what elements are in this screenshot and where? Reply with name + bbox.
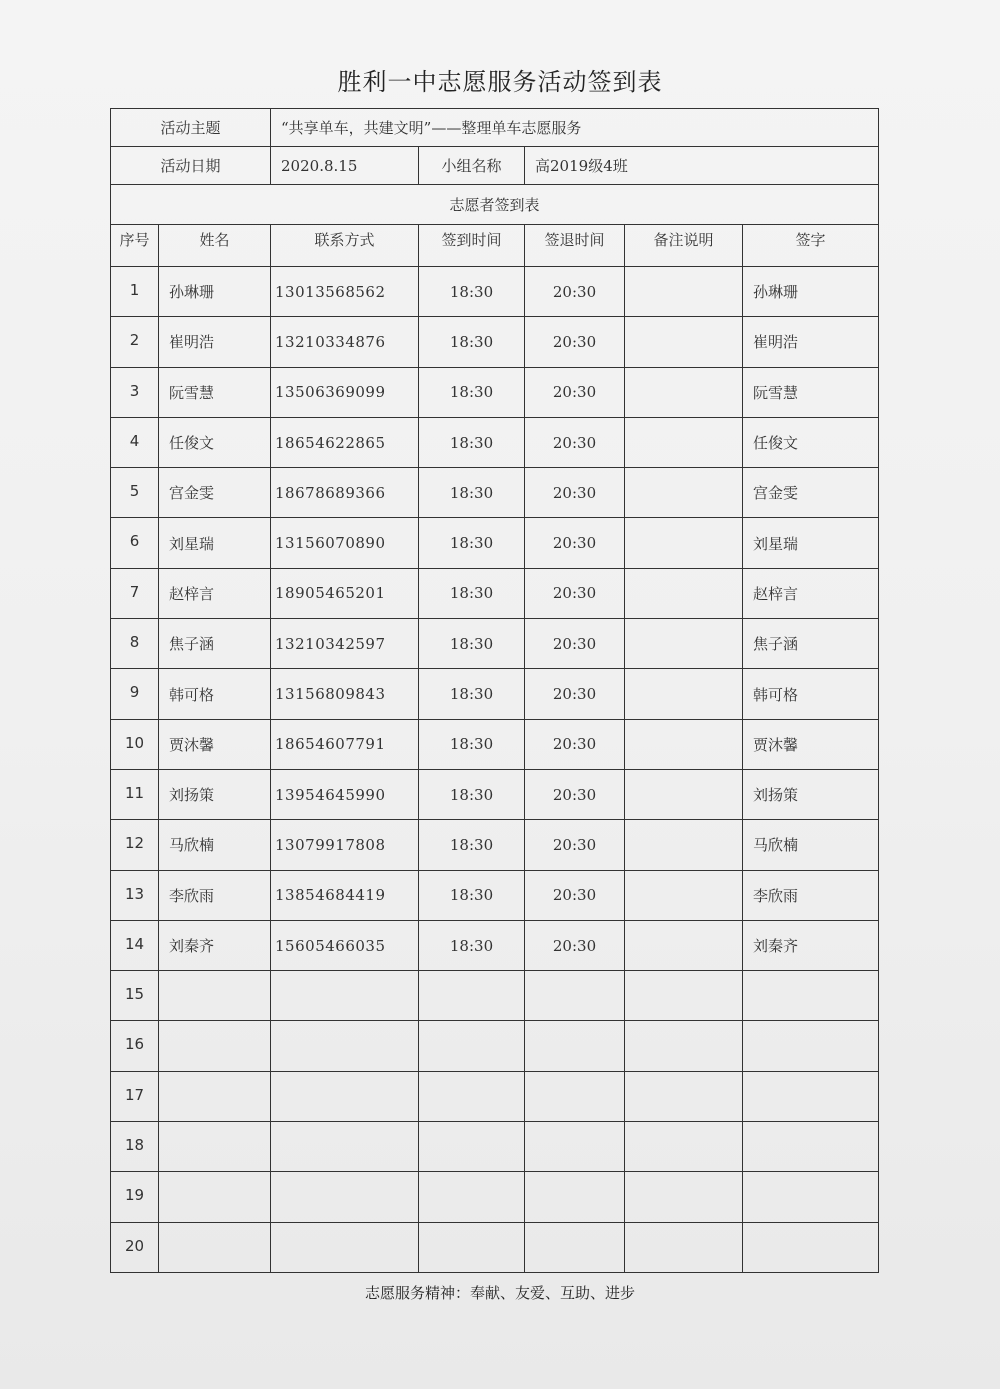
name-cell: 李欣雨 <box>159 870 271 920</box>
checkout-cell <box>525 1172 625 1222</box>
row-number: 15 <box>111 971 159 1021</box>
row-number: 11 <box>111 769 159 819</box>
name-cell: 宫金雯 <box>159 468 271 518</box>
row-number: 9 <box>111 669 159 719</box>
header-checkout: 签退时间 <box>525 225 625 267</box>
signin-table <box>110 108 879 1273</box>
phone-cell: 18654607791 <box>271 719 419 769</box>
row-number: 10 <box>111 719 159 769</box>
row-number: 19 <box>111 1172 159 1222</box>
phone-cell: 13156809843 <box>271 669 419 719</box>
checkin-cell: 18:30 <box>419 769 525 819</box>
row-number: 8 <box>111 619 159 669</box>
note-cell <box>625 317 743 367</box>
theme-label: 活动主题 <box>111 109 271 147</box>
checkin-cell <box>419 1071 525 1121</box>
note-cell <box>625 1021 743 1071</box>
row-number: 7 <box>111 568 159 618</box>
checkout-cell <box>525 1071 625 1121</box>
signature-cell <box>743 1021 879 1071</box>
table-row <box>111 619 879 669</box>
phone-cell: 13854684419 <box>271 870 419 920</box>
row-number: 20 <box>111 1222 159 1272</box>
phone-cell: 13156070890 <box>271 518 419 568</box>
column-header-row <box>111 225 879 267</box>
checkin-cell: 18:30 <box>419 518 525 568</box>
checkout-cell: 20:30 <box>525 568 625 618</box>
section-row <box>111 185 879 225</box>
table-row <box>111 870 879 920</box>
header-name: 姓名 <box>159 225 271 267</box>
note-cell <box>625 267 743 317</box>
note-cell <box>625 820 743 870</box>
name-cell: 任俊文 <box>159 417 271 467</box>
table-row <box>111 1122 879 1172</box>
row-number: 16 <box>111 1021 159 1071</box>
note-cell <box>625 619 743 669</box>
table-row <box>111 769 879 819</box>
note-cell <box>625 417 743 467</box>
phone-cell: 13506369099 <box>271 367 419 417</box>
signature-cell: 刘秦齐 <box>743 920 879 970</box>
name-cell: 贾沐馨 <box>159 719 271 769</box>
name-cell: 韩可格 <box>159 669 271 719</box>
phone-cell <box>271 1071 419 1121</box>
name-cell: 阮雪慧 <box>159 367 271 417</box>
name-cell: 焦子涵 <box>159 619 271 669</box>
table-row <box>111 1021 879 1071</box>
signature-cell: 阮雪慧 <box>743 367 879 417</box>
header-signature: 签字 <box>743 225 879 267</box>
date-row <box>111 147 879 185</box>
name-cell: 刘秦齐 <box>159 920 271 970</box>
phone-cell: 15605466035 <box>271 920 419 970</box>
checkout-cell: 20:30 <box>525 619 625 669</box>
table-row <box>111 367 879 417</box>
table-row <box>111 1222 879 1272</box>
signature-cell: 刘扬策 <box>743 769 879 819</box>
header-note: 备注说明 <box>625 225 743 267</box>
note-cell <box>625 719 743 769</box>
table-row <box>111 317 879 367</box>
phone-cell: 13210342597 <box>271 619 419 669</box>
name-cell: 赵梓言 <box>159 568 271 618</box>
checkin-cell: 18:30 <box>419 619 525 669</box>
checkout-cell <box>525 971 625 1021</box>
phone-cell: 13210334876 <box>271 317 419 367</box>
checkout-cell: 20:30 <box>525 518 625 568</box>
theme-value: “共享单车，共建文明”——整理单车志愿服务 <box>271 109 879 147</box>
name-cell <box>159 1071 271 1121</box>
name-cell: 孙琳珊 <box>159 267 271 317</box>
phone-cell <box>271 1122 419 1172</box>
date-value: 2020.8.15 <box>271 147 419 185</box>
signature-cell <box>743 1122 879 1172</box>
checkin-cell: 18:30 <box>419 317 525 367</box>
checkin-cell: 18:30 <box>419 719 525 769</box>
signature-cell: 宫金雯 <box>743 468 879 518</box>
signature-cell: 贾沐馨 <box>743 719 879 769</box>
signature-cell <box>743 1172 879 1222</box>
table-row <box>111 920 879 970</box>
checkin-cell: 18:30 <box>419 669 525 719</box>
row-number: 6 <box>111 518 159 568</box>
table-row <box>111 669 879 719</box>
phone-cell <box>271 1222 419 1272</box>
row-number: 3 <box>111 367 159 417</box>
signature-cell <box>743 971 879 1021</box>
row-number: 18 <box>111 1122 159 1172</box>
note-cell <box>625 669 743 719</box>
name-cell: 刘星瑞 <box>159 518 271 568</box>
row-number: 2 <box>111 317 159 367</box>
name-cell <box>159 1222 271 1272</box>
checkout-cell: 20:30 <box>525 719 625 769</box>
signature-cell: 韩可格 <box>743 669 879 719</box>
checkin-cell: 18:30 <box>419 920 525 970</box>
signature-cell <box>743 1222 879 1272</box>
phone-cell: 13079917808 <box>271 820 419 870</box>
row-number: 13 <box>111 870 159 920</box>
row-number: 14 <box>111 920 159 970</box>
note-cell <box>625 568 743 618</box>
table-row <box>111 417 879 467</box>
checkout-cell: 20:30 <box>525 769 625 819</box>
checkout-cell: 20:30 <box>525 920 625 970</box>
checkout-cell <box>525 1122 625 1172</box>
table-row <box>111 468 879 518</box>
checkin-cell: 18:30 <box>419 870 525 920</box>
table-row <box>111 820 879 870</box>
table-row <box>111 1071 879 1121</box>
checkout-cell: 20:30 <box>525 267 625 317</box>
header-phone: 联系方式 <box>271 225 419 267</box>
checkout-cell: 20:30 <box>525 669 625 719</box>
row-number: 17 <box>111 1071 159 1121</box>
checkin-cell: 18:30 <box>419 417 525 467</box>
row-number: 4 <box>111 417 159 467</box>
note-cell <box>625 870 743 920</box>
note-cell <box>625 518 743 568</box>
note-cell <box>625 468 743 518</box>
checkout-cell <box>525 1021 625 1071</box>
name-cell: 刘扬策 <box>159 769 271 819</box>
phone-cell: 18654622865 <box>271 417 419 467</box>
table-row <box>111 1172 879 1222</box>
table-row <box>111 971 879 1021</box>
note-cell <box>625 1222 743 1272</box>
table-row <box>111 267 879 317</box>
name-cell <box>159 1172 271 1222</box>
name-cell: 崔明浩 <box>159 317 271 367</box>
note-cell <box>625 971 743 1021</box>
phone-cell: 18905465201 <box>271 568 419 618</box>
footer-motto: 志愿服务精神：奉献、友爱、互助、进步 <box>364 1284 635 1302</box>
name-cell <box>159 1122 271 1172</box>
signature-cell: 孙琳珊 <box>743 267 879 317</box>
name-cell <box>159 1021 271 1071</box>
row-number: 5 <box>111 468 159 518</box>
date-label: 活动日期 <box>111 147 271 185</box>
table-row <box>111 568 879 618</box>
row-number: 1 <box>111 267 159 317</box>
phone-cell <box>271 1021 419 1071</box>
row-number: 12 <box>111 820 159 870</box>
note-cell <box>625 769 743 819</box>
checkout-cell: 20:30 <box>525 820 625 870</box>
signature-cell: 刘星瑞 <box>743 518 879 568</box>
phone-cell: 13013568562 <box>271 267 419 317</box>
note-cell <box>625 1172 743 1222</box>
checkout-cell <box>525 1222 625 1272</box>
phone-cell <box>271 971 419 1021</box>
page-title: 胜利一中志愿服务活动签到表 <box>337 68 663 96</box>
checkin-cell <box>419 1021 525 1071</box>
group-label: 小组名称 <box>419 147 525 185</box>
checkin-cell: 18:30 <box>419 267 525 317</box>
phone-cell: 18678689366 <box>271 468 419 518</box>
signature-cell: 崔明浩 <box>743 317 879 367</box>
checkout-cell: 20:30 <box>525 870 625 920</box>
signature-cell: 李欣雨 <box>743 870 879 920</box>
checkout-cell: 20:30 <box>525 367 625 417</box>
section-title: 志愿者签到表 <box>111 185 879 225</box>
table-row <box>111 518 879 568</box>
note-cell <box>625 920 743 970</box>
group-value: 高2019级4班 <box>525 147 879 185</box>
checkin-cell: 18:30 <box>419 568 525 618</box>
checkin-cell: 18:30 <box>419 468 525 518</box>
signature-cell: 赵梓言 <box>743 568 879 618</box>
checkin-cell <box>419 971 525 1021</box>
checkin-cell <box>419 1222 525 1272</box>
phone-cell <box>271 1172 419 1222</box>
checkin-cell <box>419 1122 525 1172</box>
checkin-cell <box>419 1172 525 1222</box>
header-no: 序号 <box>111 225 159 267</box>
checkout-cell: 20:30 <box>525 317 625 367</box>
checkin-cell: 18:30 <box>419 367 525 417</box>
name-cell: 马欣楠 <box>159 820 271 870</box>
signature-cell <box>743 1071 879 1121</box>
checkout-cell: 20:30 <box>525 468 625 518</box>
table-row <box>111 719 879 769</box>
theme-row <box>111 109 879 147</box>
note-cell <box>625 1122 743 1172</box>
checkout-cell: 20:30 <box>525 417 625 467</box>
note-cell <box>625 1071 743 1121</box>
name-cell <box>159 971 271 1021</box>
phone-cell: 13954645990 <box>271 769 419 819</box>
signature-cell: 马欣楠 <box>743 820 879 870</box>
signature-cell: 任俊文 <box>743 417 879 467</box>
checkin-cell: 18:30 <box>419 820 525 870</box>
header-checkin: 签到时间 <box>419 225 525 267</box>
signature-cell: 焦子涵 <box>743 619 879 669</box>
note-cell <box>625 367 743 417</box>
